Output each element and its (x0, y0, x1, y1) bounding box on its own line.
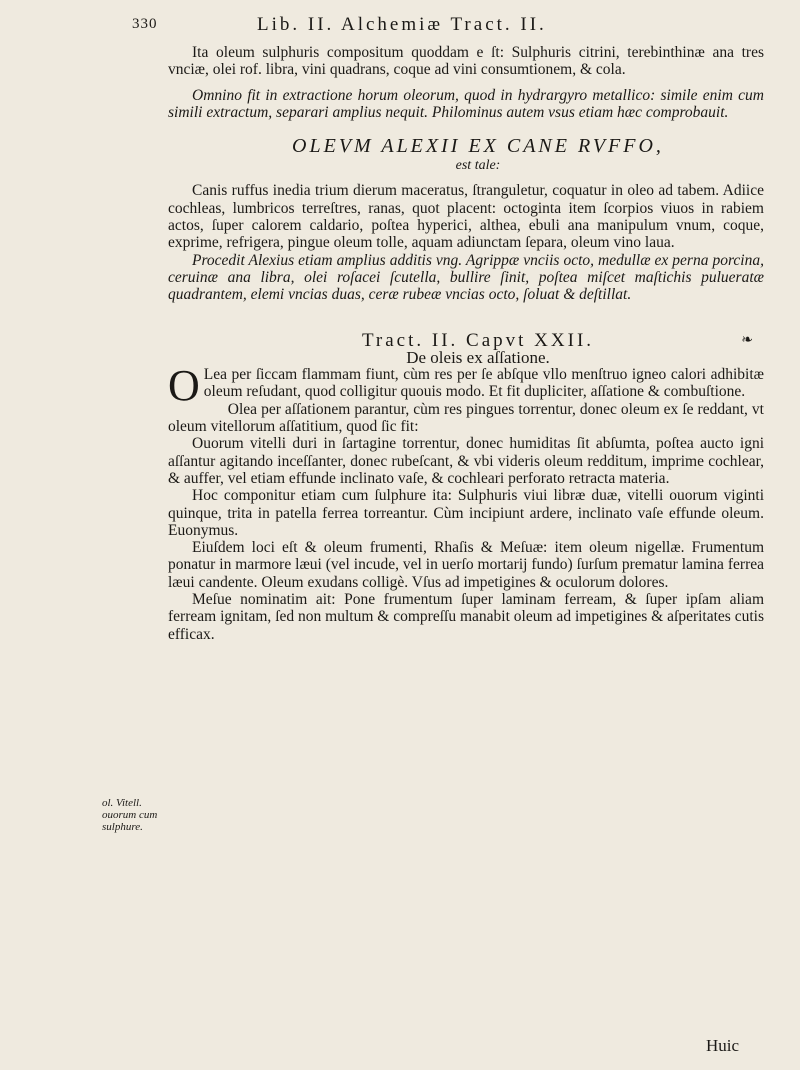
catchword: Huic (706, 1036, 740, 1055)
recipe-paragraph-2: Procedit Alexius etiam amplius additis vng. Agrippæ vnciis octo, medullæ ex perna porcina, ceruinæ ana libra, olei roſacei ſcutella, bullire ſinit, poſtea miſcet maſtichis pulueratæ quadrantem, elemi vncias duas, ceræ rubeæ vncias octo, ſoluat & deſtillat. (168, 251, 764, 304)
chapter-heading-text: Tract. II. Capvt XXII. (361, 329, 595, 351)
chapter-paragraph-1-text: Lea per ſiccam flammam fiunt, cùm res per ſe abſque vllo menſtruo igneo calori adhibitæ oleum reſudant, quod colligitur quouis modo. Et fit dupliciter, aſſatione & combuſtione. (203, 366, 764, 401)
recipe-paragraph-1: Canis ruffus inedia trium dierum maceratus, ſtranguletur, coquatur in oleo ad tabem. Adiice cochleas, lumbricos terreſtres, ranas, quot placent: octoginta item ſcorpios viuos in rabiem actos, ſuper calorem caldario, poſtea hyperici, althea, ebuli ana manipulum vnum, coque, exprime, refrigera, pingue oleum tolle, aquam adiunctam ſepara, oleum vino laua. (168, 182, 764, 252)
chapter-paragraph-5: Eiuſdem loci eſt & oleum frumenti, Rhaſis & Meſuæ: item oleum nigellæ. Frumentum ponatur in marmore læui (vel incude, vel in uerſo mortarij fundo) ſurſum prematur lamina ferrea læui candente. Oleum exudans colligè. Vſus ad impetigines & oculorum dolores. (168, 539, 764, 591)
chapter-paragraph-2: Olea per aſſationem parantur, cùm res pingues torrentur, donec oleum ex ſe reddant, vt oleum vitellorum aſſatitium, quod ſic fit: (168, 400, 764, 436)
chapter-heading (168, 329, 764, 351)
chapter-paragraph-3: Ouorum vitelli duri in ſartagine torrentur, donec humiditas ſit abſumta, poſtea aucto igni aſſantur agitando inceſſanter, donec rubeſcant, & vbi videris oleum redditum, imprime cochlear, & auffer, vel etiam effunde inclinato vaſe, & cochleari perforato retracta materia. (168, 435, 764, 487)
margin-note: ol. Vitell. ouorum cum sulphure. (102, 797, 158, 833)
page-number: 330 (132, 16, 158, 32)
running-head: Lib. II. Alchemiæ Tract. II. (257, 14, 547, 35)
paragraph-omnino: Omnino fit in extractione horum oleorum, quod in hydrargyro metallico: simile enim cum simili extractum, separari amplius nequit. Philominus autem vsus etiam hæc comprobauit. (168, 86, 764, 121)
chapter-paragraph-6: Meſue nominatim ait: Pone frumentum ſuper laminam ferream, & ſuper ipſam aliam ferream ignitam, ſed non multum & compreſſu manabit oleum ad impetigines & aſperitates cutis efficax. (168, 591, 764, 643)
chapter-title: De oleis ex aſſatione. (406, 347, 550, 367)
section-subtitle: est tale: (455, 158, 501, 174)
chapter-paragraph-4: Hoc componitur etiam cum ſulphure ita: Sulphuris viui libræ duæ, vitelli ouorum viginti quinque, trita in patella ferrea torreantur. Cùm incipiunt ardere, inclinato vaſe effunde oleum. Euonymus. (168, 487, 764, 539)
drop-cap: O (168, 361, 200, 411)
page-body (168, 44, 764, 643)
section-title: OLEVM ALEXII EX CANE RVFFO, (292, 135, 664, 158)
fleuron-icon: ❧ (741, 332, 756, 348)
paragraph-oleum-sulphuris: Ita oleum sulphuris compositum quoddam e ſt: Sulphuris citrini, terebinthinæ ana tres vnciæ, olei rof. libra, vini quadrans, coque ad vini consumtionem, & cola. (168, 44, 764, 79)
chapter-paragraph-1 (168, 361, 764, 411)
page-header (132, 14, 762, 40)
